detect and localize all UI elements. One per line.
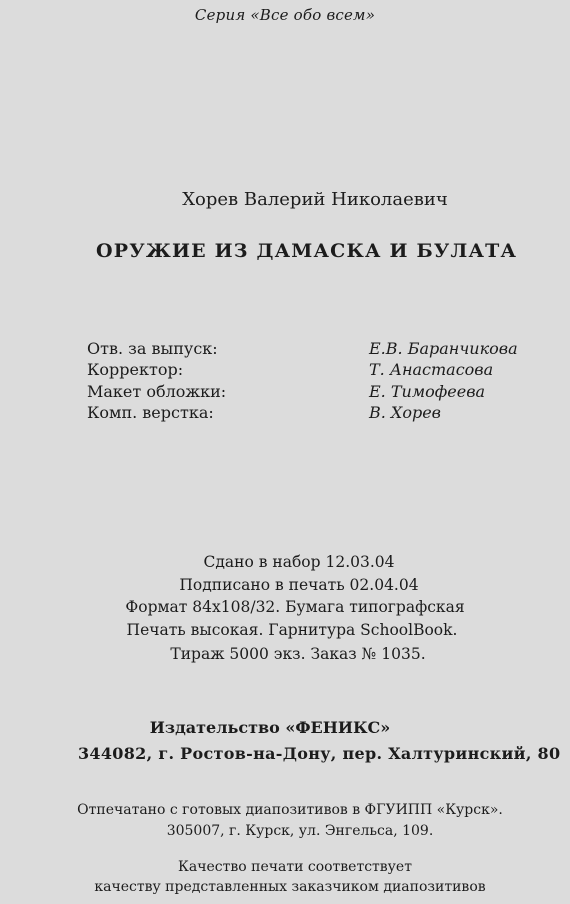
publisher-address: 344082, г. Ростов-на-Дону, пер. Халтуринский, 80	[78, 744, 561, 763]
imprint-line: Формат 84х108/32. Бумага типографская	[125, 598, 465, 616]
imprint-line: Подписано в печать 02.04.04	[179, 576, 419, 594]
credit-label-proofreader: Корректор:	[87, 360, 184, 379]
printing-note-line: Отпечатано с готовых диапозитивов в ФГУИПП «Курск».	[77, 802, 503, 818]
quality-note-line: качеству представленных заказчиком диапозитивов	[94, 879, 486, 895]
credit-value-release: Е.В. Баранчикова	[369, 339, 518, 358]
publisher-name: Издательство «ФЕНИКС»	[149, 718, 391, 737]
credit-label-release: Отв. за выпуск:	[87, 339, 218, 358]
credit-label-cover: Макет обложки:	[87, 382, 227, 401]
book-title: ОРУЖИЕ ИЗ ДАМАСКА И БУЛАТА	[96, 240, 518, 262]
credit-value-cover: Е. Тимофеева	[369, 382, 486, 401]
series-line: Серия «Все обо всем»	[194, 6, 376, 24]
quality-note-line: Качество печати соответствует	[178, 859, 412, 875]
credit-label-layout: Комп. верстка:	[87, 403, 214, 422]
imprint-line: Тираж 5000 экз. Заказ № 1035.	[170, 645, 426, 663]
imprint-line: Сдано в набор 12.03.04	[203, 553, 395, 571]
author-name: Хорев Валерий Николаевич	[182, 189, 448, 210]
credit-value-proofreader: Т. Анастасова	[369, 360, 494, 379]
credit-value-layout: В. Хорев	[369, 403, 441, 422]
imprint-line: Печать высокая. Гарнитура SchoolBook.	[126, 621, 458, 639]
printing-note-line: 305007, г. Курск, ул. Энгельса, 109.	[166, 823, 434, 839]
